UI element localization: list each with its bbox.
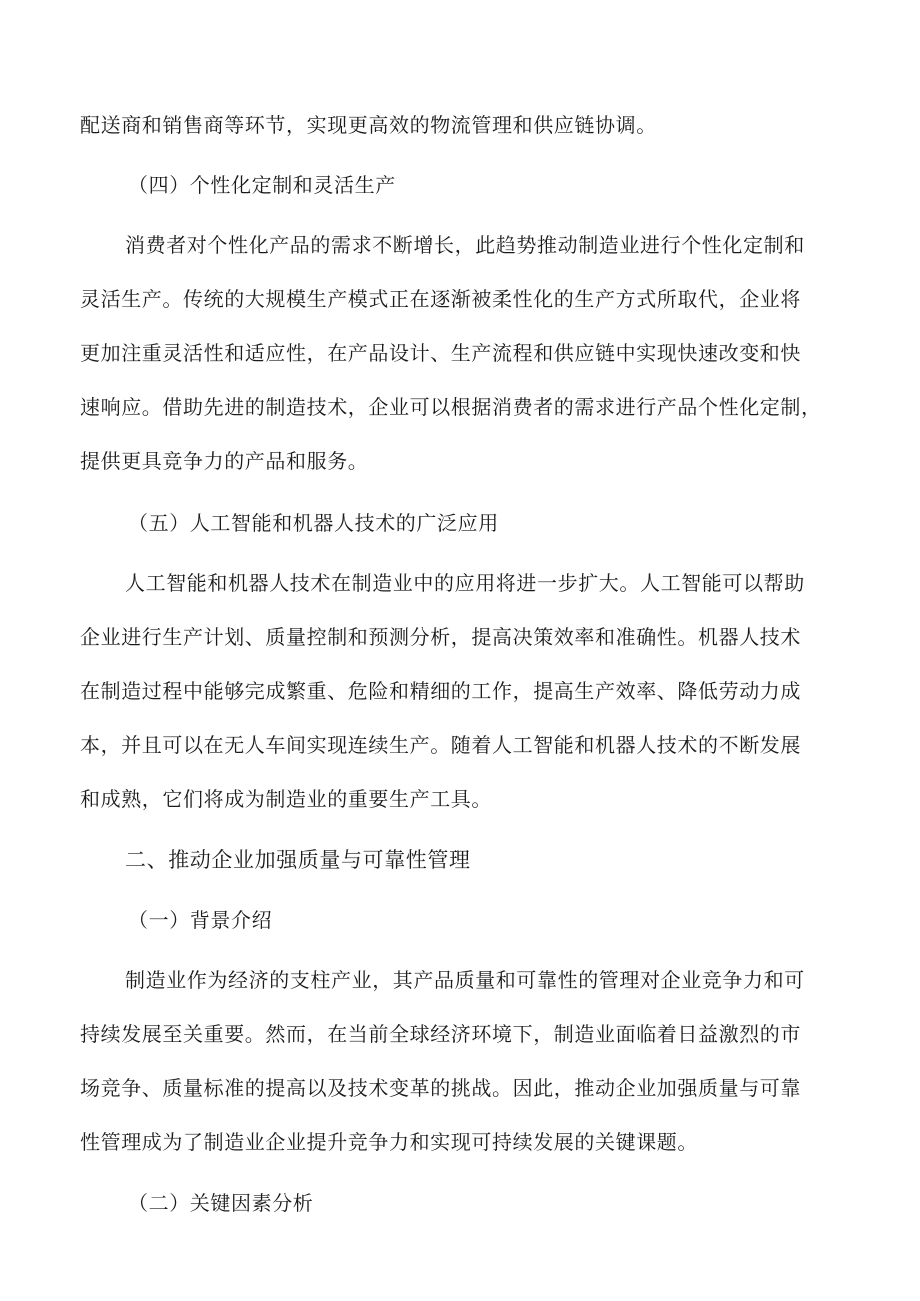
paragraph-line: 持续发展至关重要。然而，在当前全球经济环境下，制造业面临着日益激烈的市 [80, 1022, 801, 1046]
paragraph-line: 提供更具竞争力的产品和服务。 [80, 449, 369, 473]
paragraph-line: 性管理成为了制造业企业提升竞争力和实现可持续发展的关键课题。 [80, 1130, 698, 1154]
paragraph-line: 在制造过程中能够完成繁重、危险和精细的工作，提高生产效率、降低劳动力成 [80, 679, 801, 703]
subsection-heading-2: （二）关键因素分析 [128, 1191, 314, 1215]
paragraph-line: 消费者对个性化产品的需求不断增长，此趋势推动制造业进行个性化定制和 [125, 233, 805, 257]
paragraph-line: 人工智能和机器人技术在制造业中的应用将进一步扩大。人工智能可以帮助 [125, 571, 805, 595]
paragraph-line: 本，并且可以在无人车间实现连续生产。随着人工智能和机器人技术的不断发展 [80, 733, 801, 757]
paragraph-line: 制造业作为经济的支柱产业，其产品质量和可靠性的管理对企业竞争力和可 [125, 968, 805, 992]
paragraph-line: 企业进行生产计划、质量控制和预测分析，提高决策效率和准确性。机器人技术 [80, 625, 801, 649]
paragraph-line: 配送商和销售商等环节，实现更高效的物流管理和供应链协调。 [80, 113, 657, 137]
section-heading-2: 二、推动企业加强质量与可靠性管理 [125, 848, 471, 872]
subsection-heading-4: （四）个性化定制和灵活生产 [128, 173, 396, 197]
paragraph-line: 和成熟，它们将成为制造业的重要生产工具。 [80, 787, 492, 811]
subsection-heading-1: （一）背景介绍 [128, 908, 273, 932]
paragraph-line: 更加注重灵活性和适应性，在产品设计、生产流程和供应链中实现快速改变和快 [80, 341, 801, 365]
paragraph-line: 灵活生产。传统的大规模生产模式正在逐渐被柔性化的生产方式所取代，企业将 [80, 287, 801, 311]
paragraph-line: 速响应。借助先进的制造技术，企业可以根据消费者的需求进行产品个性化定制， [80, 395, 822, 419]
subsection-heading-5: （五）人工智能和机器人技术的广泛应用 [128, 511, 499, 535]
paragraph-line: 场竞争、质量标准的提高以及技术变革的挑战。因此，推动企业加强质量与可靠 [80, 1076, 801, 1100]
